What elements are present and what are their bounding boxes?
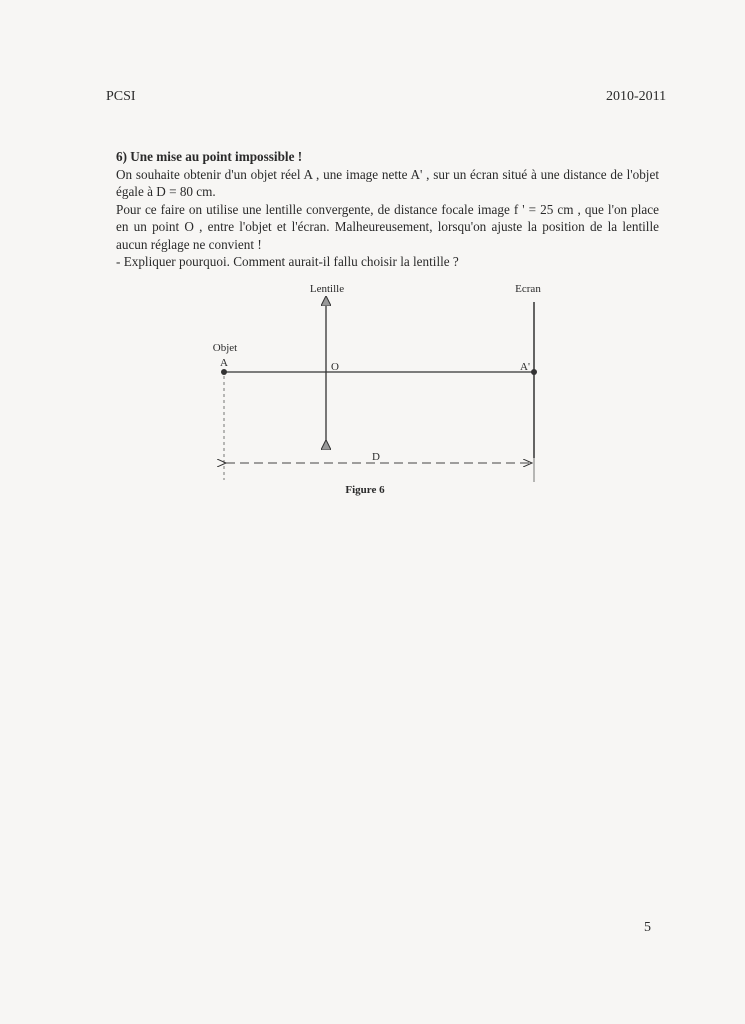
exercise-title: 6) Une mise au point impossible ! bbox=[116, 149, 303, 164]
lens-label: Lentille bbox=[309, 283, 345, 295]
point-a-label: A bbox=[220, 357, 228, 369]
exercise-question: - Expliquer pourquoi. Comment aurait-il fallu choisir la lentille ? bbox=[116, 254, 459, 269]
exercise-paragraph: Pour ce faire on utilise une lentille convergente, de distance focale image f ' = 25 cm , que l'on place en un point O , entre l'objet et l'écran. Malheureusement, lorsqu'on ajuste la position de la lentille aucun réglage ne convient ! bbox=[116, 201, 659, 252]
exercise-paragraph: On souhaite obtenir d'un objet réel A , une image nette A' , sur un écran situé à une distance de l'objet égale à D = 80 cm. bbox=[116, 166, 659, 199]
figure-caption: Figure 6 bbox=[345, 484, 385, 496]
distance-d-label: D bbox=[372, 451, 380, 463]
point-a-dot bbox=[221, 369, 227, 375]
header-year: 2010-2011 bbox=[606, 89, 667, 104]
object-label: Objet bbox=[212, 342, 238, 354]
point-a-prime-label: A' bbox=[520, 361, 530, 373]
header-course: PCSI bbox=[106, 89, 136, 104]
screen-label: Ecran bbox=[515, 283, 541, 295]
point-o-label: O bbox=[331, 361, 339, 373]
page-number: 5 bbox=[644, 920, 651, 935]
point-a-prime-dot bbox=[531, 369, 537, 375]
